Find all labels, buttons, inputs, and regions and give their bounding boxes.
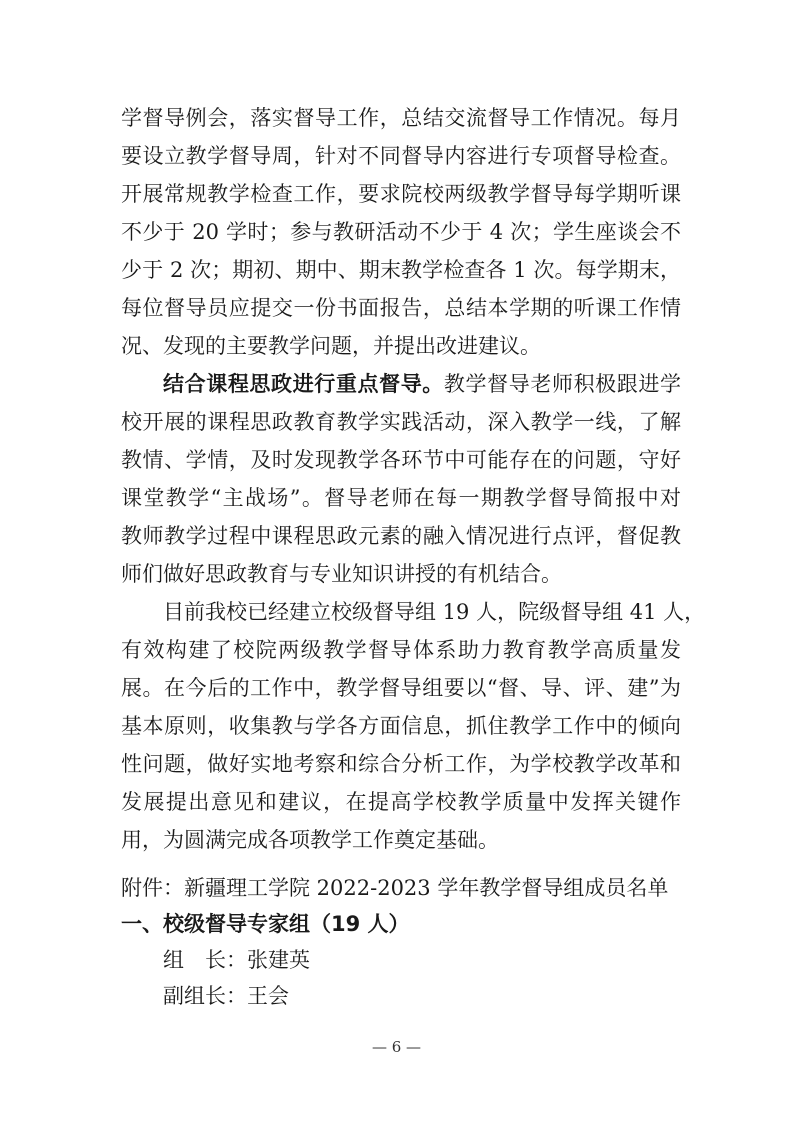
text-line: 教情、学情，及时发现教学各环节中可能存在的问题，守好 [121,448,681,472]
text-line: 课堂教学“主战场”。督导老师在每一期教学督导简报中对 [121,486,681,510]
text-line: 用，为圆满完成各项教学工作奠定基础。 [121,828,499,852]
attachment-title: 附件：新疆理工学院 2022-2023 学年教学督导组成员名单 [121,876,669,900]
text-line: 基本原则，收集教与学各方面信息，抓住教学工作中的倾向 [121,714,681,738]
text-line: 目前我校已经建立校级督导组 19 人，院级督导组 41 人， [163,600,706,624]
text-line: 学督导例会，落实督导工作，总结交流督导工作情况。每月 [121,106,681,130]
leader-entry: 组 长：张建英 [163,948,310,972]
paragraph-lead-rest: 教学督导老师积极跟进学 [443,372,682,396]
text-line: 校开展的课程思政教育教学实践活动，深入教学一线，了解 [121,410,681,434]
text-line: 有效构建了校院两级教学督导体系助力教育教学高质量发 [121,638,681,662]
text-line: 发展提出意见和建议，在提高学校教学质量中发挥关键作 [121,790,681,814]
text-line: 要设立教学督导周，针对不同督导内容进行专项督导检查。 [121,144,681,168]
page-number: — 6 — [371,1038,422,1056]
text-line: 不少于 20 学时；参与教研活动不少于 4 次；学生座谈会不 [121,220,681,244]
text-line: 每位督导员应提交一份书面报告，总结本学期的听课工作情 [121,296,681,320]
paragraph-lead-bold: 结合课程思政进行重点督导。 [163,372,444,396]
text-line: 展。在今后的工作中，教学督导组要以“督、导、评、建”为 [121,676,681,700]
text-line: 况、发现的主要教学问题，并提出改进建议。 [121,334,541,358]
text-line: 师们做好思政教育与专业知识讲授的有机结合。 [121,562,562,586]
text-line: 教师教学过程中课程思政元素的融入情况进行点评，督促教 [121,524,681,548]
text-line [163,369,681,399]
text-line: 少于 2 次；期初、期中、期末教学检查各 1 次。每学期末， [121,258,681,282]
text-line: 开展常规教学检查工作，要求院校两级教学督导每学期听课 [121,182,681,206]
section-heading: 一、校级督导专家组（19 人） [121,912,410,936]
text-line: 性问题，做好实地考察和综合分析工作，为学校教学改革和 [121,752,681,776]
deputy-leader-entry: 副组长：王会 [163,984,289,1008]
